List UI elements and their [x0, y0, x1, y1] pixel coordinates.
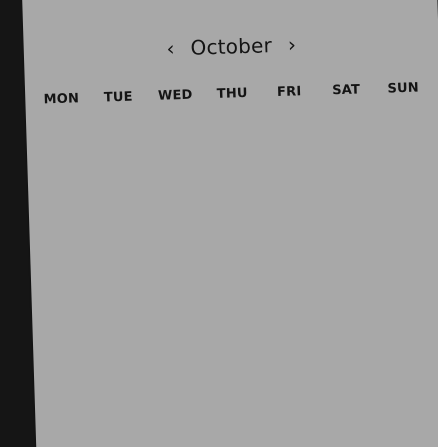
weekday-sun: SUN [387, 80, 420, 97]
calendar-header [23, 23, 438, 70]
weekday-tue: TUE [103, 89, 133, 106]
month-title: October [190, 33, 273, 60]
weekday-thu: THU [216, 85, 248, 102]
calendar-panel [22, 0, 438, 447]
weekday-header-row [33, 80, 431, 107]
chevron-right-icon[interactable]: › [287, 32, 297, 57]
weekday-sat: SAT [332, 82, 361, 99]
weekday-mon: MON [43, 91, 80, 108]
chevron-left-icon[interactable]: ‹ [166, 36, 175, 61]
weekday-wed: WED [157, 87, 193, 104]
weekday-fri: FRI [276, 84, 302, 101]
